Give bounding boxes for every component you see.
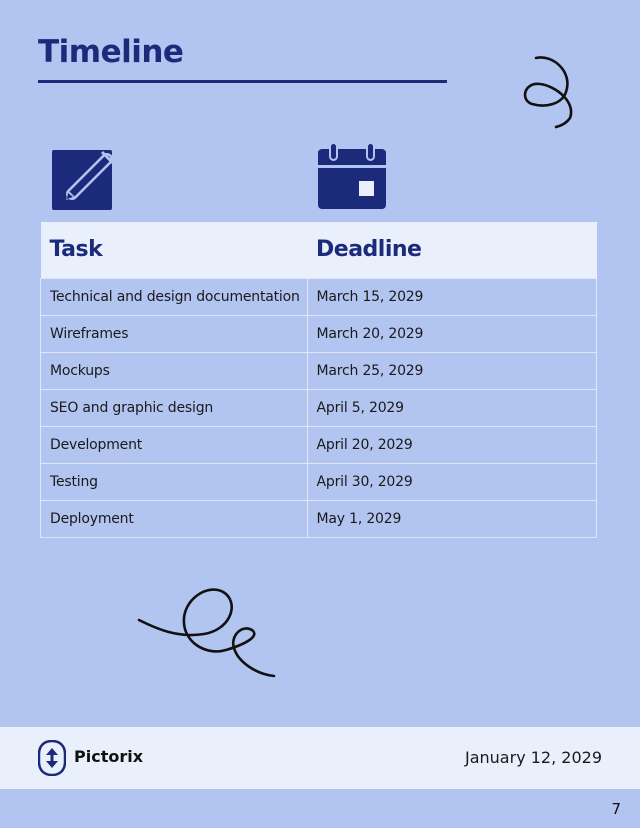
squiggle-decoration-icon (518, 52, 578, 132)
deadline-cell: March 20, 2029 (307, 315, 596, 352)
column-header-task: Task (41, 222, 308, 278)
brand-logo-icon (38, 740, 66, 776)
deadline-cell: March 15, 2029 (307, 278, 596, 315)
table-row (41, 352, 597, 389)
task-cell: Testing (41, 463, 308, 500)
pencil-square-icon (50, 142, 122, 212)
timeline-table (40, 222, 597, 538)
table-row (41, 463, 597, 500)
column-header-deadline: Deadline (307, 222, 596, 278)
deadline-cell: April 5, 2029 (307, 389, 596, 426)
deadline-cell: April 20, 2029 (307, 426, 596, 463)
page-title: Timeline (38, 34, 184, 70)
task-cell: SEO and graphic design (41, 389, 308, 426)
title-underline (38, 80, 447, 83)
table-header-row (41, 222, 597, 278)
task-cell: Deployment (41, 500, 308, 537)
deadline-cell: April 30, 2029 (307, 463, 596, 500)
task-cell: Development (41, 426, 308, 463)
table-row (41, 278, 597, 315)
footer-bar (0, 727, 640, 789)
table-row (41, 500, 597, 537)
footer-date: January 12, 2029 (465, 748, 602, 767)
task-cell: Wireframes (41, 315, 308, 352)
task-cell: Technical and design documentation (41, 278, 308, 315)
brand-name: Pictorix (74, 747, 144, 766)
squiggle-decoration-icon (134, 584, 284, 684)
table-row (41, 315, 597, 352)
table-row (41, 426, 597, 463)
table-row (41, 389, 597, 426)
calendar-icon (317, 143, 389, 211)
deadline-cell: May 1, 2029 (307, 500, 596, 537)
deadline-cell: March 25, 2029 (307, 352, 596, 389)
page-number: 7 (611, 800, 621, 818)
task-cell: Mockups (41, 352, 308, 389)
